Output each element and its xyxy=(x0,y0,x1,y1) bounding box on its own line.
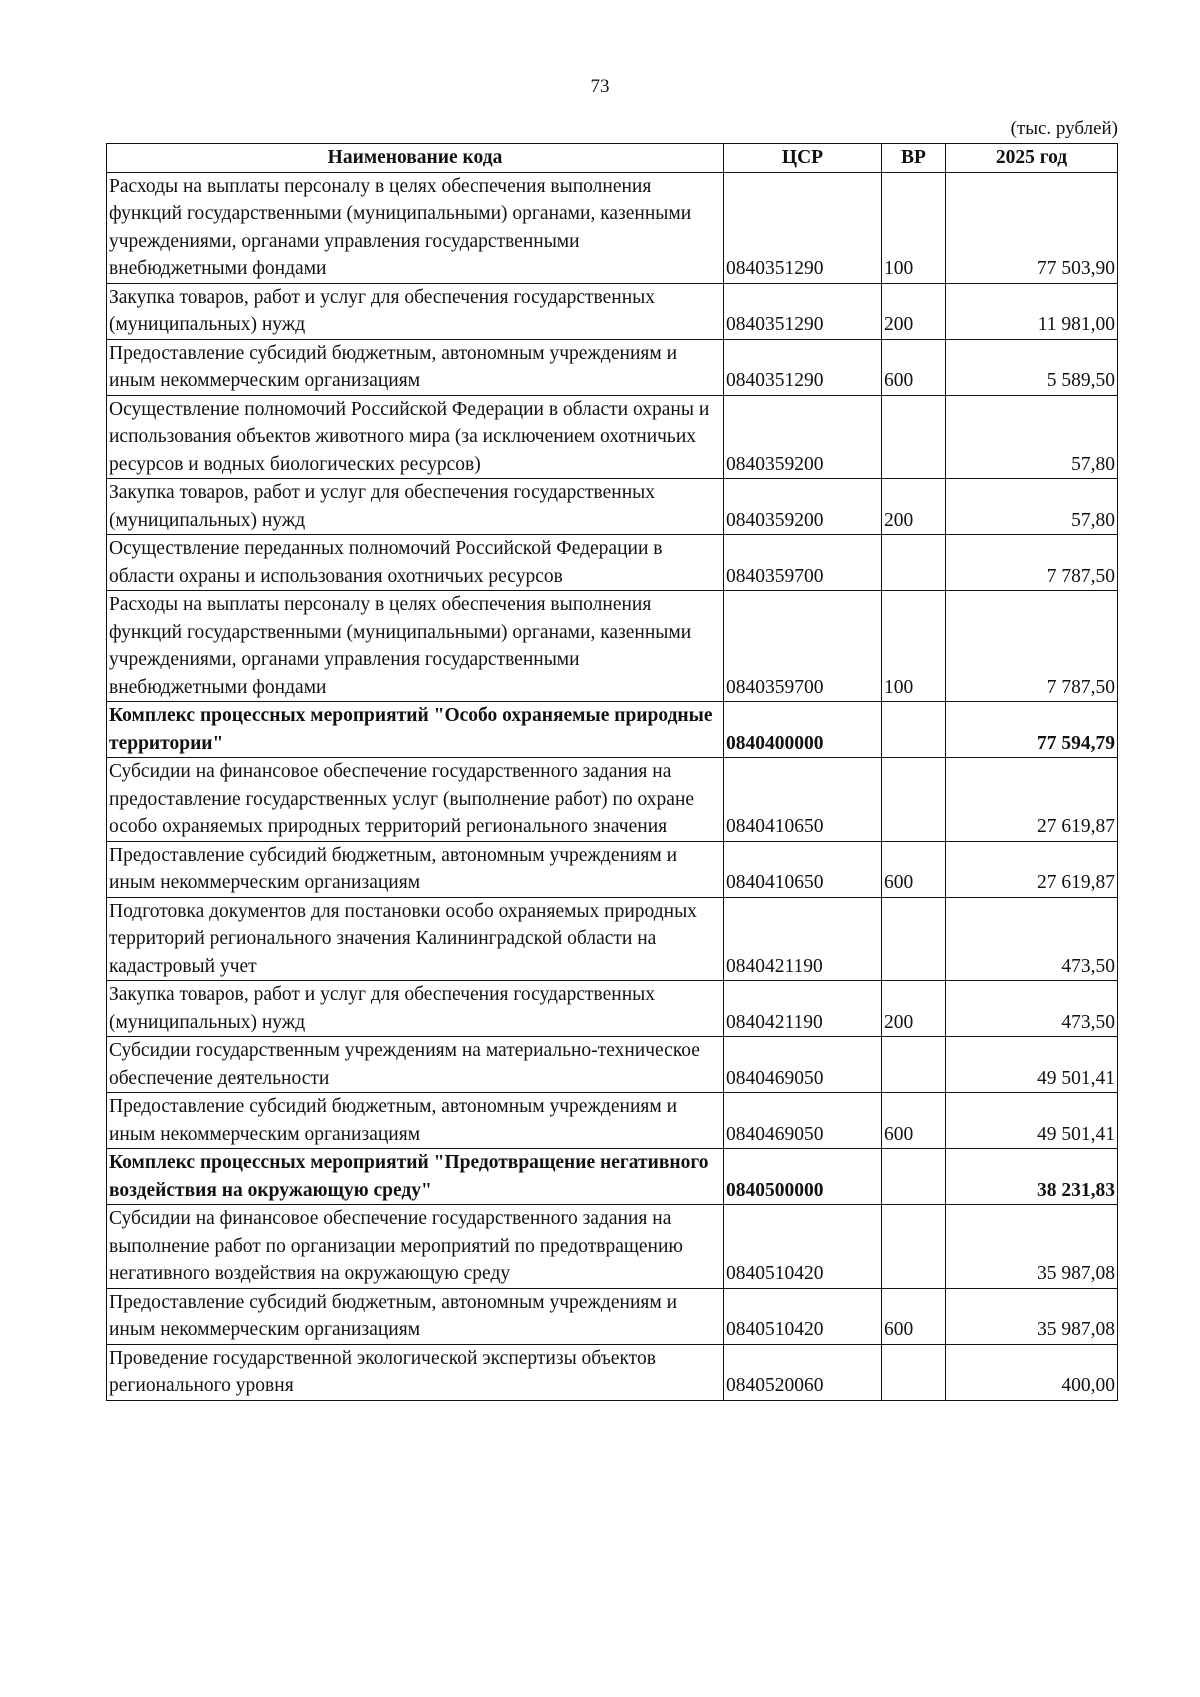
cell-csr: 0840410650 xyxy=(724,841,882,897)
cell-name: Расходы на выплаты персоналу в целях обеспечения выполнения функций государственными (муниципальными) органами, казенными учреждениями, органами управления государственными внебюджетными фондами xyxy=(107,591,724,702)
cell-sum: 57,80 xyxy=(946,479,1118,535)
cell-vr: 200 xyxy=(882,283,946,339)
header-csr: ЦСР xyxy=(724,144,882,173)
cell-sum: 35 987,08 xyxy=(946,1205,1118,1289)
header-vr: ВР xyxy=(882,144,946,173)
table-row xyxy=(107,1093,1118,1149)
cell-sum: 473,50 xyxy=(946,981,1118,1037)
cell-sum: 7 787,50 xyxy=(946,535,1118,591)
table-row xyxy=(107,479,1118,535)
cell-name: Закупка товаров, работ и услуг для обеспечения государственных (муниципальных) нужд xyxy=(107,283,724,339)
cell-vr: 200 xyxy=(882,981,946,1037)
cell-csr: 0840520060 xyxy=(724,1344,882,1400)
cell-sum: 27 619,87 xyxy=(946,841,1118,897)
cell-name: Расходы на выплаты персоналу в целях обеспечения выполнения функций государственными (муниципальными) органами, казенными учреждениями, органами управления государственными внебюджетными фондами xyxy=(107,172,724,283)
cell-sum: 38 231,83 xyxy=(946,1149,1118,1205)
cell-name: Подготовка документов для постановки особо охраняемых природных территорий регионального значения Калининградской области на кадастровый учет xyxy=(107,897,724,981)
cell-sum: 5 589,50 xyxy=(946,339,1118,395)
page-number: 73 xyxy=(590,76,610,97)
table-row xyxy=(107,981,1118,1037)
cell-sum: 11 981,00 xyxy=(946,283,1118,339)
table-row xyxy=(107,1205,1118,1289)
cell-name: Проведение государственной экологической экспертизы объектов регионального уровня xyxy=(107,1344,724,1400)
cell-vr xyxy=(882,1205,946,1289)
cell-name: Субсидии государственным учреждениям на материально-техническое обеспечение деятельности xyxy=(107,1037,724,1093)
table-row xyxy=(107,1344,1118,1400)
cell-vr xyxy=(882,758,946,842)
cell-csr: 0840359200 xyxy=(724,479,882,535)
cell-csr: 0840469050 xyxy=(724,1093,882,1149)
cell-vr xyxy=(882,1037,946,1093)
cell-csr: 0840400000 xyxy=(724,702,882,758)
cell-vr: 200 xyxy=(882,479,946,535)
cell-csr: 0840469050 xyxy=(724,1037,882,1093)
cell-vr: 600 xyxy=(882,841,946,897)
cell-vr: 600 xyxy=(882,339,946,395)
cell-csr: 0840500000 xyxy=(724,1149,882,1205)
cell-vr: 600 xyxy=(882,1093,946,1149)
table-row xyxy=(107,283,1118,339)
cell-name: Предоставление субсидий бюджетным, автономным учреждениям и иным некоммерческим организациям xyxy=(107,841,724,897)
cell-csr: 0840410650 xyxy=(724,758,882,842)
cell-vr xyxy=(882,395,946,479)
table-row xyxy=(107,591,1118,702)
table-row xyxy=(107,1037,1118,1093)
cell-vr xyxy=(882,702,946,758)
cell-sum: 27 619,87 xyxy=(946,758,1118,842)
cell-sum: 77 503,90 xyxy=(946,172,1118,283)
cell-name: Предоставление субсидий бюджетным, автономным учреждениям и иным некоммерческим организациям xyxy=(107,339,724,395)
cell-name: Субсидии на финансовое обеспечение государственного задания на предоставление государственных услуг (выполнение работ) по охране особо охраняемых природных территорий регионального значения xyxy=(107,758,724,842)
cell-sum: 400,00 xyxy=(946,1344,1118,1400)
cell-name: Осуществление полномочий Российской Федерации в области охраны и использования объектов животного мира (за исключением охотничьих ресурсов и водных биологических ресурсов) xyxy=(107,395,724,479)
cell-name: Предоставление субсидий бюджетным, автономным учреждениям и иным некоммерческим организациям xyxy=(107,1288,724,1344)
table-row xyxy=(107,535,1118,591)
cell-sum: 77 594,79 xyxy=(946,702,1118,758)
table-row xyxy=(107,897,1118,981)
cell-csr: 0840359200 xyxy=(724,395,882,479)
table-row xyxy=(107,841,1118,897)
cell-csr: 0840351290 xyxy=(724,283,882,339)
cell-sum: 49 501,41 xyxy=(946,1093,1118,1149)
cell-csr: 0840510420 xyxy=(724,1288,882,1344)
cell-sum: 7 787,50 xyxy=(946,591,1118,702)
cell-sum: 35 987,08 xyxy=(946,1288,1118,1344)
cell-name: Осуществление переданных полномочий Российской Федерации в области охраны и использования охотничьих ресурсов xyxy=(107,535,724,591)
cell-csr: 0840510420 xyxy=(724,1205,882,1289)
cell-sum: 473,50 xyxy=(946,897,1118,981)
cell-csr: 0840359700 xyxy=(724,535,882,591)
cell-csr: 0840351290 xyxy=(724,172,882,283)
table-row xyxy=(107,758,1118,842)
cell-name: Закупка товаров, работ и услуг для обеспечения государственных (муниципальных) нужд xyxy=(107,479,724,535)
table-row xyxy=(107,339,1118,395)
table-row xyxy=(107,1149,1118,1205)
header-year: 2025 год xyxy=(946,144,1118,173)
cell-vr xyxy=(882,897,946,981)
cell-vr: 100 xyxy=(882,591,946,702)
cell-vr: 600 xyxy=(882,1288,946,1344)
cell-csr: 0840421190 xyxy=(724,981,882,1037)
cell-csr: 0840351290 xyxy=(724,339,882,395)
table-row xyxy=(107,702,1118,758)
cell-vr xyxy=(882,1344,946,1400)
cell-csr: 0840359700 xyxy=(724,591,882,702)
cell-vr: 100 xyxy=(882,172,946,283)
cell-name: Комплекс процессных мероприятий "Особо охраняемые природные территории" xyxy=(107,702,724,758)
table-row xyxy=(107,395,1118,479)
cell-sum: 49 501,41 xyxy=(946,1037,1118,1093)
cell-csr: 0840421190 xyxy=(724,897,882,981)
cell-name: Субсидии на финансовое обеспечение государственного задания на выполнение работ по организации мероприятий по предотвращению негативного воздействия на окружающую среду xyxy=(107,1205,724,1289)
cell-vr xyxy=(882,535,946,591)
table-row xyxy=(107,1288,1118,1344)
cell-name: Предоставление субсидий бюджетным, автономным учреждениям и иным некоммерческим организациям xyxy=(107,1093,724,1149)
cell-name: Комплекс процессных мероприятий "Предотвращение негативного воздействия на окружающую среду" xyxy=(107,1149,724,1205)
cell-name: Закупка товаров, работ и услуг для обеспечения государственных (муниципальных) нужд xyxy=(107,981,724,1037)
cell-sum: 57,80 xyxy=(946,395,1118,479)
units-note: (тыс. рублей) xyxy=(1010,118,1118,139)
table-header-row xyxy=(107,144,1118,173)
budget-table xyxy=(106,143,1118,1401)
cell-vr xyxy=(882,1149,946,1205)
table-row xyxy=(107,172,1118,283)
header-name: Наименование кода xyxy=(107,144,724,173)
